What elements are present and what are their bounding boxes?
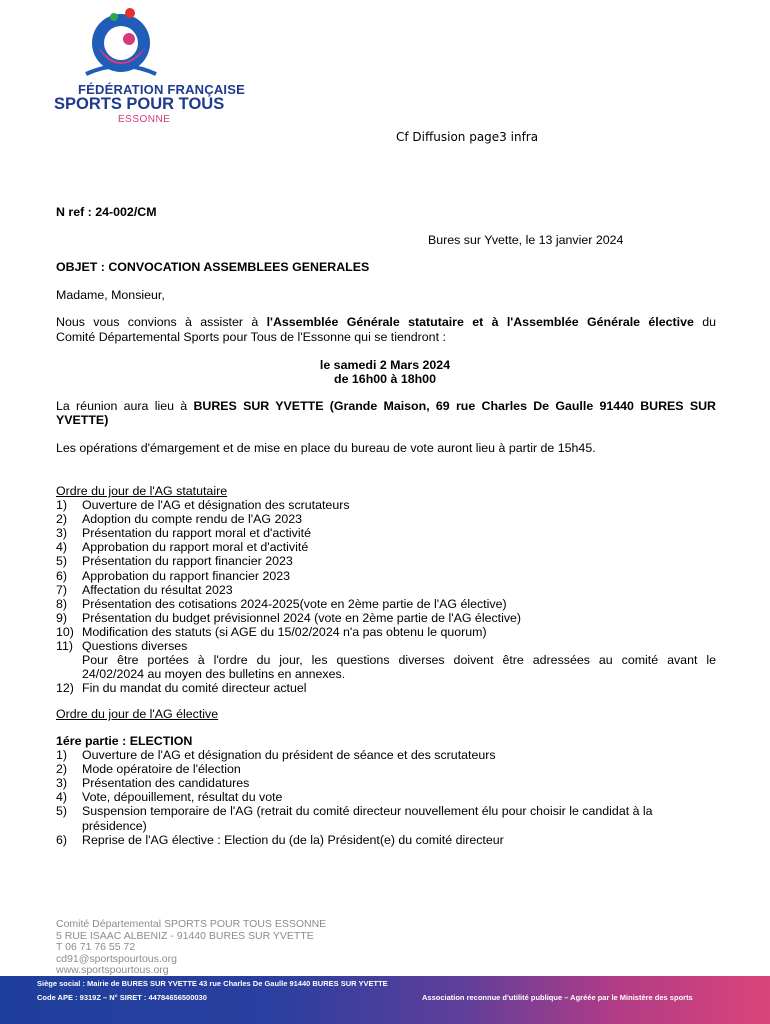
salutation: Madame, Monsieur,	[56, 288, 165, 302]
footer-siege: Siège social : Mairie de BURES SUR YVETTE 43 rue Charles De Gaulle 91440 BURES SUR YVETTE	[37, 979, 388, 988]
list-item-text: Approbation du rapport moral et d'activité	[82, 540, 309, 555]
list-item-text: Présentation des cotisations 2024-2025(vote en 2ème partie de l'AG élective)	[82, 596, 507, 611]
logo-line-3: ESSONNE	[118, 114, 171, 125]
list-item-number: 2)	[56, 762, 68, 777]
list-item-text: Adoption du compte rendu de l'AG 2023	[82, 512, 303, 527]
lieu-line-2: YVETTE)	[56, 413, 109, 427]
list-item-text: Fin du mandat du comité directeur actuel	[82, 681, 307, 696]
ag-statutaire-title: Ordre du jour de l'AG statutaire	[56, 484, 228, 498]
list-item-number: 1)	[56, 498, 68, 512]
diffusion-note: Cf Diffusion page3 infra	[396, 130, 539, 144]
footer-line: 5 RUE ISAAC ALBENIZ - 91440 BURES SUR YVETTE	[56, 929, 314, 942]
list-item-text: Ouverture de l'AG et désignation des scrutateurs	[82, 498, 350, 512]
list-item-number: 5)	[56, 804, 68, 819]
footer-line: T 06 71 76 55 72	[56, 941, 136, 954]
list-item-text: Présentation du budget prévisionnel 2024 (vote en 2ème partie de l'AG élective)	[82, 610, 522, 625]
list-item-number: 3)	[56, 776, 68, 791]
lieu-bold-1: BURES SUR YVETTE (Grande Maison, 69 rue Charles De Gaulle 91440 BURES SUR	[193, 399, 716, 413]
federation-logo	[26, 6, 245, 125]
lieu-line-1	[56, 399, 716, 414]
objet-line: OBJET : CONVOCATION ASSEMBLEES GENERALES	[56, 260, 370, 274]
footer-line: cd91@sportspourtous.org	[56, 952, 177, 965]
list-item-number: 1)	[56, 748, 68, 762]
footer-line: www.sportspourtous.org	[56, 964, 169, 977]
list-item-number: 11)	[56, 639, 73, 653]
footer-code: Code APE : 9319Z – N° SIRET : 44784656500030	[37, 993, 207, 1002]
date-line: Bures sur Yvette, le 13 janvier 2024	[428, 233, 624, 247]
intro-line-1	[56, 315, 716, 330]
list-item-number: 6)	[56, 568, 68, 583]
list-item-number: 4)	[56, 540, 68, 555]
list-item-text: Pour être portées à l'ordre du jour, les questions diverses doivent être adressées au comité avant le	[82, 653, 716, 668]
list-item-number: 9)	[56, 610, 68, 625]
ag-elective-part1: 1ére partie : ELECTION	[56, 734, 193, 748]
logo-emblem-icon	[26, 6, 216, 86]
list-item-number: 4)	[56, 790, 68, 805]
list-item-text: Présentation du rapport financier 2023	[82, 554, 293, 569]
list-item-number: 2)	[56, 512, 68, 527]
list-item-text: Mode opératoire de l'élection	[82, 762, 241, 777]
intro-bold: l'Assemblée Générale statutaire et à l'Assemblée Générale élective	[266, 315, 694, 329]
logo-line-1: FÉDÉRATION FRANÇAISE	[78, 82, 245, 97]
lieu-pre: La réunion aura lieu à	[56, 399, 194, 413]
list-item-text: Questions diverses	[82, 639, 188, 653]
list-item-number: 6)	[56, 832, 68, 847]
footer-bar	[0, 976, 770, 1024]
footer-line: Comité Départemental SPORTS POUR TOUS ESSONNE	[56, 918, 327, 930]
list-item-text: Présentation des candidatures	[82, 776, 250, 791]
list-item-text: Modification des statuts (si AGE du 15/02/2024 n'a pas obtenu le quorum)	[82, 624, 487, 639]
list-item-text: 24/02/2024 au moyen des bulletins en annexes.	[82, 667, 346, 682]
emargement-text: Les opérations d'émargement et de mise en place du bureau de vote auront lieu à partir de 15h45.	[56, 441, 596, 455]
intro-post: du	[693, 315, 716, 329]
ag-elective-title: Ordre du jour de l'AG élective	[56, 707, 219, 721]
list-item-text: Présentation du rapport moral et d'activité	[82, 526, 311, 541]
list-item-number: 10)	[56, 624, 74, 639]
list-item-text: Vote, dépouillement, résultat du vote	[82, 790, 283, 805]
footer-contact	[56, 919, 326, 977]
list-item-number: 8)	[56, 596, 68, 611]
meeting-date: le samedi 2 Mars 2024	[319, 358, 451, 372]
intro-line-2: Comité Départemental Sports pour Tous de l'Essonne qui se tiendront :	[56, 330, 446, 344]
list-item-number: 7)	[56, 582, 68, 597]
reference-number: N ref : 24-002/CM	[56, 205, 157, 219]
list-item-text: présidence)	[82, 818, 147, 833]
list-item-number: 5)	[56, 554, 68, 569]
list-item-text: Reprise de l'AG élective : Election du (de la) Président(e) du comité directeur	[82, 832, 504, 847]
list-item-text: Suspension temporaire de l'AG (retrait du comité directeur nouvellement élu pour choisir le candidat à la	[82, 804, 653, 819]
list-item-text: Ouverture de l'AG et désignation du président de séance et des scrutateurs	[82, 748, 496, 762]
list-item-text: Affectation du résultat 2023	[82, 582, 233, 597]
intro-pre: Nous vous convions à assister à	[56, 315, 267, 329]
list-item-number: 12)	[56, 681, 74, 696]
footer-association: Association reconnue d'utilité publique – Agréée par le Ministère des sports	[422, 993, 693, 1002]
list-item-text: Approbation du rapport financier 2023	[82, 568, 291, 583]
list-item-number: 3)	[56, 526, 68, 541]
meeting-time: de 16h00 à 18h00	[334, 372, 436, 386]
logo-line-2: SPORTS POUR TOUS	[54, 95, 225, 113]
